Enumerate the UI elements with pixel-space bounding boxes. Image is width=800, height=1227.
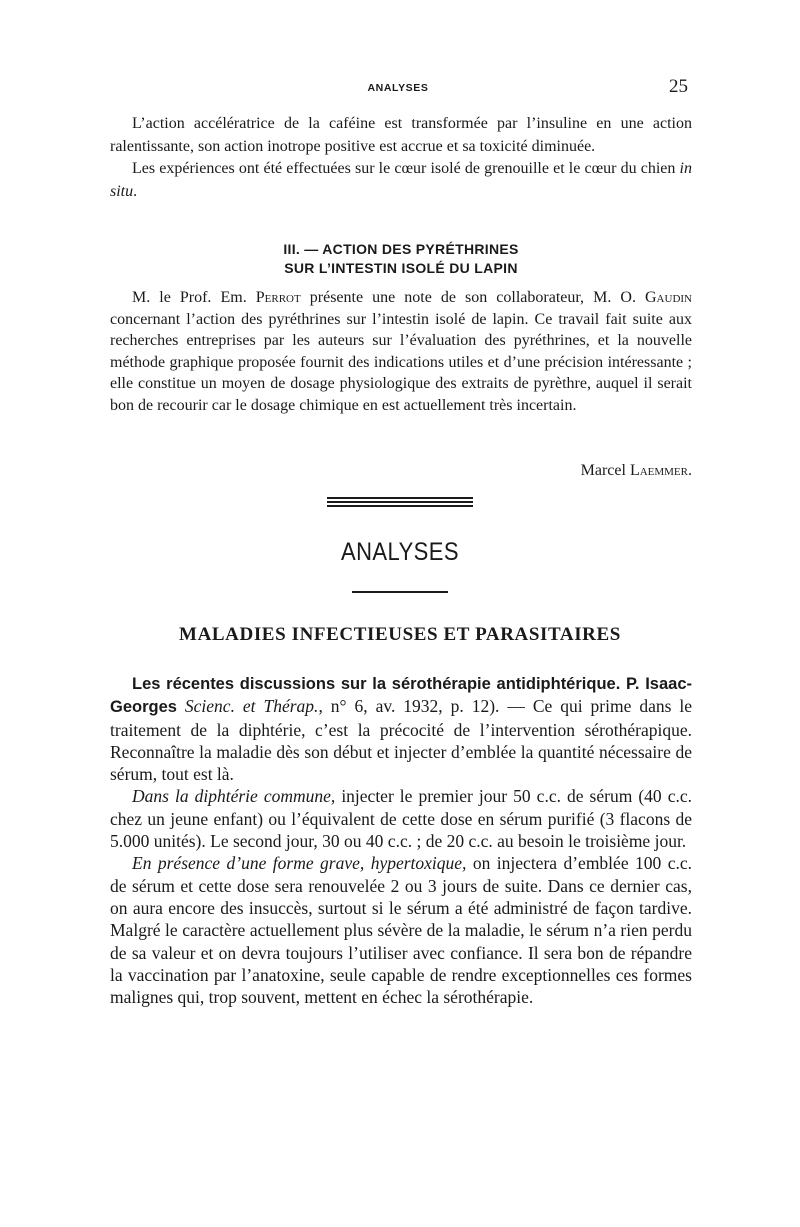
pyrethrine-text-2: présente une note de son collaborateur, M. O.	[300, 289, 645, 306]
running-header	[108, 78, 688, 100]
article-entry	[110, 672, 692, 1008]
caffeine-section	[110, 113, 692, 203]
pyrethrine-section	[110, 287, 692, 417]
page-number: 25	[669, 76, 688, 97]
experiments-text: Les expériences ont été effectuées sur le cœur isolé de grenouille et le cœur du chien	[132, 160, 680, 177]
section-heading-line1: III. — ACTION DES PYRÉTHRINES	[283, 241, 519, 257]
experiments-end: .	[133, 182, 138, 200]
in-situ-text: in situ	[110, 160, 692, 200]
signature	[110, 462, 726, 480]
caffeine-paragraph: L’action accélératrice de la caféine est transformée par l’insuline en une action ralentissante, son action inotrope positive est accrue et sa toxicité diminuée.	[110, 115, 692, 155]
article-paragraph-2	[110, 785, 692, 852]
signature-last-name: Laemmer.	[629, 462, 692, 479]
severe-form-text: on injectera d’emblée 100 c.c. de sérum et cette dose sera renouvelée 2 ou 3 jours de suite. Dans ce dernier cas, on aura encore des insuccès, surtout si le sérum a été administré de façon tardive. Malgré le caractère actuellement plus sévère de la maladie, le sérum n’a rien perdu de sa valeur et on devra toujours l’utiliser avec confiance. Il sera bon de répandre la vaccination par l’anatoxine, seule capable de rendre exceptionnelles ces formes malignes qui, trop souvent, mettent en échec la sérothérapie.	[110, 853, 692, 1008]
common-diphtheria-text: injecter le premier jour 50 c.c. de sérum (40 c.c. chez un jeune enfant) ou l’équivalent de cette dose en sérum purifié (3 flacons de 5.000 unités). Le second jour, 30 ou 40 c.c. ; de 20 c.c. au besoin le troisième jour.	[110, 786, 692, 852]
article-title: Les récentes discussions sur la sérothérapie antidiphtérique. P. Isaac-Georges	[110, 675, 692, 717]
article-paragraph-3	[110, 852, 692, 1008]
category-heading: MALADIES INFECTIEUSES ET PARASITAIRES	[179, 624, 621, 645]
author-gaudin: Gaudin	[645, 289, 692, 306]
journal-name: Scienc. et Thérap.	[176, 696, 319, 717]
experiments-paragraph	[110, 158, 692, 203]
pyrethrine-paragraph	[110, 287, 692, 417]
pyrethrine-text-3: concernant l’action des pyréthrines sur l’intestin isolé de lapin. Ce travail fait suite aux recherches entreprises par les auteurs sur l’évaluation des pyréthrines, et la nouvelle méthode graphique proposée fournit des indications utiles et d’une précision intéressante ; elle constitue un moyen de dosage physiologique des extraits de pyrèthre, auquel il serait bon de recourir car le dosage chimique en est actuellement très incertain.	[110, 310, 692, 414]
section-three-heading	[110, 240, 692, 278]
analyses-title: ANALYSES	[340, 538, 460, 566]
article-text: , n° 6, av. 1932, p. 12). — Ce qui prime dans le traitement de la diphtérie, c’est la précocité de l’intervention sérothérapique. Reconnaître la maladie dès son début et injecter d’emblée la quantité nécessaire de sérum, tout est là.	[110, 696, 692, 785]
triple-rule-divider	[327, 497, 473, 508]
section-heading-line2: SUR L’INTESTIN ISOLÉ DU LAPIN	[284, 260, 518, 276]
pyrethrine-text-1: M. le Prof. Em.	[132, 289, 256, 306]
author-perrot: Perrot	[255, 289, 301, 306]
running-title: ANALYSES	[367, 82, 429, 94]
common-diphtheria-label: Dans la diphtérie commune,	[132, 786, 336, 807]
article-paragraph-1	[110, 672, 692, 785]
severe-form-label: En présence d’une forme grave, hypertoxique,	[132, 853, 467, 874]
title-underline	[352, 591, 448, 593]
signature-first-name: Marcel	[580, 462, 630, 479]
